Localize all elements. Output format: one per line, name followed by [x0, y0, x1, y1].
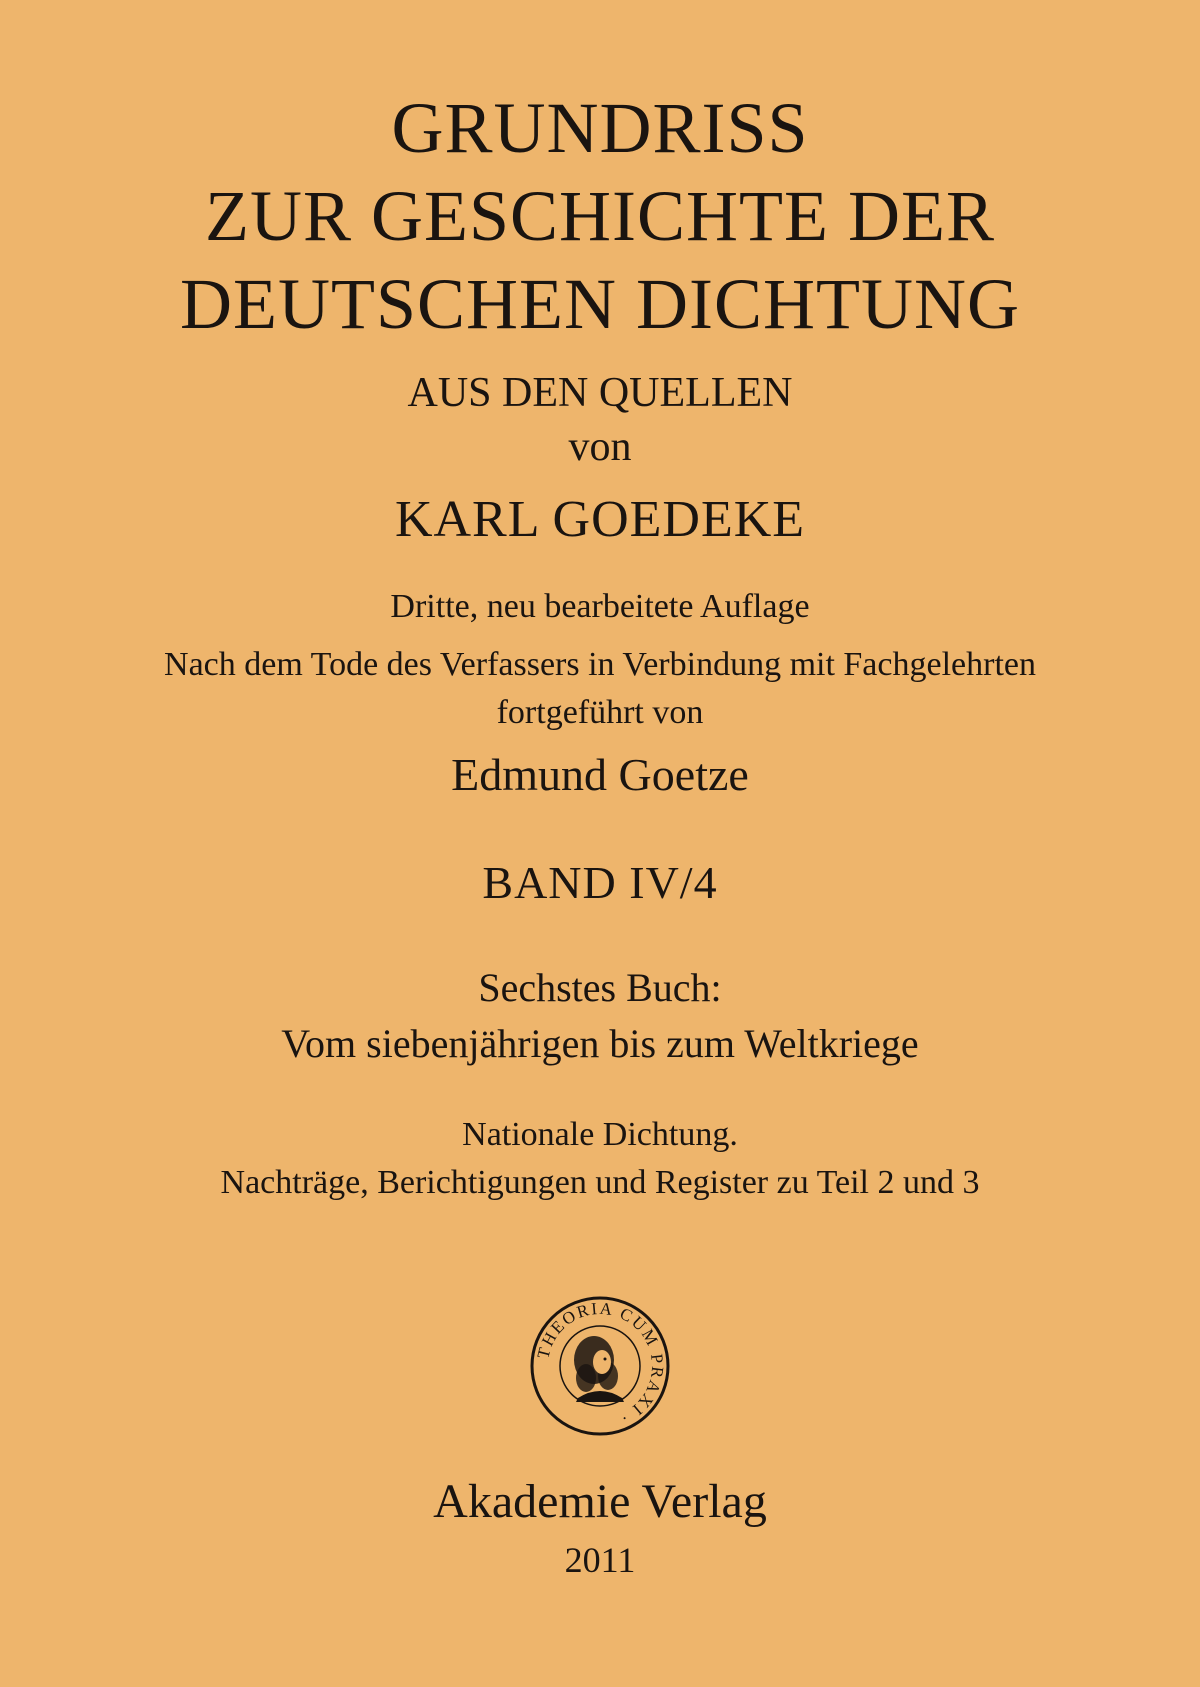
book-line-2: Vom siebenjährigen bis zum Weltkriege [281, 1021, 919, 1066]
editor-name: Edmund Goetze [451, 749, 749, 800]
edition-note: Dritte, neu bearbeitete Auflage [390, 588, 810, 625]
author-name: KARL GOEDEKE [394, 491, 806, 548]
publication-year: 2011 [564, 1540, 636, 1580]
publisher-name: Akademie Verlag [433, 1475, 767, 1528]
title-line-1: GRUNDRISS [391, 88, 809, 168]
volume-label: BAND IV/4 [482, 857, 718, 908]
part-line-2: Nachträge, Berichtigungen und Register zu Teil 2 und 3 [220, 1164, 980, 1201]
continuation-line-1: Nach dem Tode des Verfassers in Verbindung mit Fachgelehrten [164, 646, 1036, 683]
seal-motto: THEORIA CUM PRAXI · [533, 1298, 668, 1429]
part-line-1: Nationale Dichtung. [462, 1116, 738, 1153]
by-label: von [568, 424, 632, 470]
publisher-seal-icon [528, 1294, 672, 1438]
book-line-1: Sechstes Buch: [478, 965, 722, 1010]
title-line-3: DEUTSCHEN DICHTUNG [180, 264, 1020, 344]
subtitle: AUS DEN QUELLEN [407, 370, 793, 416]
continuation-line-2: fortgeführt von [496, 694, 704, 731]
title-line-2: ZUR GESCHICHTE DER [205, 176, 995, 256]
